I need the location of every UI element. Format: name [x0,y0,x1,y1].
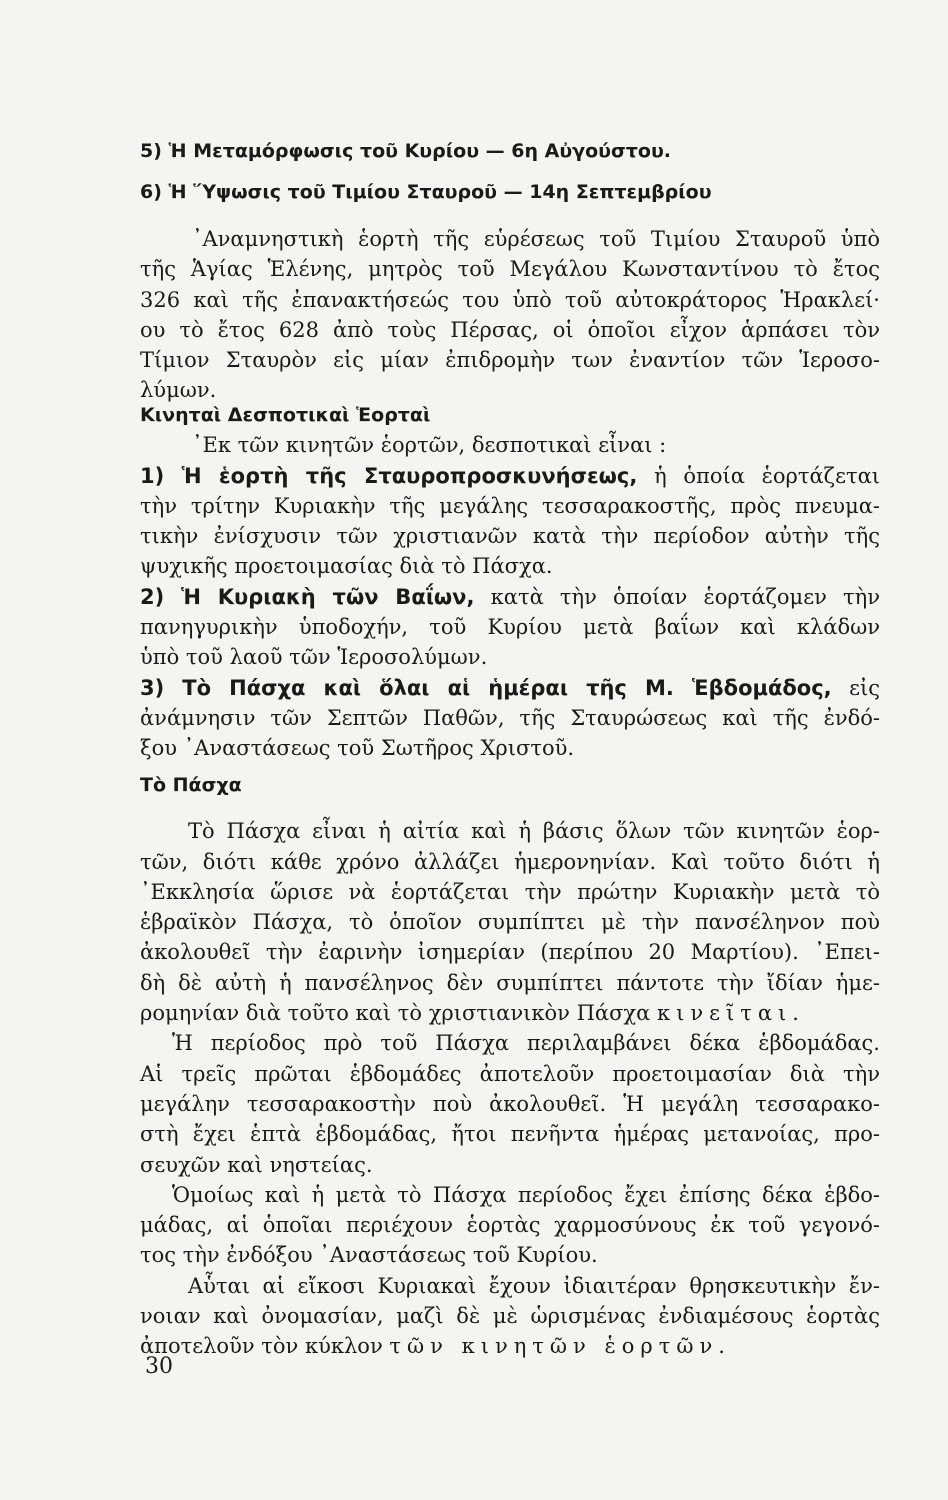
text-line: τικὴν ἐνίσχυσιν τῶν χριστιανῶν κατὰ τὴν περίοδον αὐτὴν τῆς [140,524,880,549]
heading-exaltation-cross: 6) Ἡ Ὕψωσις τοῦ Τιμίου Σταυροῦ — 14η Σεπτεμβρίου [140,181,712,203]
section-movable-feasts [140,400,880,764]
list-item-2: 2) Ἡ Κυριακὴ τῶν Βαΐων, κατὰ τὴν ὁποίαν ἑορτάζομεν τὴν [140,584,880,609]
section-title-movable-feasts: Κινηταὶ Δεσποτικαὶ Ἑορταὶ [140,404,431,426]
text-line: ἀνάμνησιν τῶν Σεπτῶν Παθῶν, τῆς Σταυρώσεως καὶ τῆς ἐνδό- [140,705,880,730]
text-line: τὴν τρίτην Κυριακὴν τῆς μεγάλης τεσσαρακοστῆς, πρὸς πνευμα- [140,493,880,518]
section-title-pascha: Τὸ Πάσχα [140,774,242,796]
list-item-lead: 1) Ἡ ἑορτὴ τῆς Σταυροπροσκυνήσεως, [140,463,638,488]
text-line: ὑπὸ τοῦ λαοῦ τῶν Ἱεροσολύμων. [140,645,488,670]
section-intro: ᾿Εκ τῶν κινητῶν ἑορτῶν, δεσποτικαὶ εἶναι : [192,433,667,458]
text-line: 326 καὶ τῆς ἐπανακτήσεώς του ὑπὸ τοῦ αὐτοκράτορος Ἡρακλεί· [140,287,880,312]
text-line: λύμων. [140,378,217,403]
text-line: Τίμιον Σταυρὸν εἰς μίαν ἐπιδρομὴν των ἐναντίον τῶν Ἱεροσο- [140,348,880,373]
heading-transfiguration: 5) Ἡ Μεταμόρφωσις τοῦ Κυρίου — 6η Αὐγούστου. [140,140,671,162]
text-line: δὴ δὲ αὐτὴ ἡ πανσέληνος δὲν συμπίπτει πάντοτε τὴν ἴδίαν ἡμε- [140,970,880,995]
text-line: πανηγυρικὴν ὑποδοχήν, τοῦ Κυρίου μετὰ βαΐων καὶ κλάδων [140,615,880,640]
page-number: 30 [145,1354,173,1379]
text-line: ψυχικῆς προετοιμασίας διὰ τὸ Πάσχα. [140,554,553,579]
text-line: Αἱ τρεῖς πρῶται ἑβδομάδες ἀποτελοῦν προετοιμασίαν διὰ τὴν [140,1061,880,1086]
text-line: τος τὴν ἐνδόξου ᾿Αναστάσεως τοῦ Κυρίου. [140,1243,598,1268]
emphasis-spaced: τῶν κινητῶν ἑορτῶν. [389,1334,731,1359]
text-line: μάδας, αἱ ὁποῖαι περιέχουν ἑορτὰς χαρμοσύνους ἐκ τοῦ γεγονό- [140,1213,880,1238]
text-line: ἀποτελοῦν τὸν κύκλον τῶν κινητῶν ἑορτῶν. [140,1334,731,1359]
text-line: Τὸ Πάσχα εἶναι ἡ αἰτία καὶ ἡ βάσις ὅλων τῶν κινητῶν ἑορ- [188,819,880,844]
text-line: τῆς Ἁγίας Ἑλένης, μητρὸς τοῦ Μεγάλου Κωνσταντίνου τὸ ἔτος [140,257,880,282]
list-item-lead: 3) Τὸ Πάσχα καὶ ὅλαι αἱ ἡμέραι τῆς Μ. Ἑβδομάδος, [140,675,832,700]
text-line: ξου ᾿Αναστάσεως τοῦ Σωτῆρος Χριστοῦ. [140,736,575,761]
list-item-3: 3) Τὸ Πάσχα καὶ ὅλαι αἱ ἡμέραι τῆς Μ. Ἑβδομάδος, εἰς [140,675,880,700]
text-line: ᾿Αναμνηστικὴ ἑορτὴ τῆς εὑρέσεως τοῦ Τιμίου Σταυροῦ ὑπὸ [192,227,880,251]
text-line: ου τὸ ἔτος 628 ἀπὸ τοὺς Πέρσας, οἱ ὁποῖοι εἶχον ἁρπάσει τὸν [140,317,880,342]
text-line: Αὗται αἱ εἴκοσι Κυριακαὶ ἔχουν ἰδιαιτέραν θρησκευτικὴν ἔν- [188,1273,880,1298]
list-item-lead: 2) Ἡ Κυριακὴ τῶν Βαΐων, [140,584,475,609]
text-line: μεγάλην τεσσαρακοστὴν ποὺ ἀκολουθεῖ. Ἡ μεγάλη τεσσαρακο- [140,1091,880,1116]
text-line: ἀκολουθεῖ τὴν ἐαρινὴν ἰσημερίαν (περίπου 20 Μαρτίου). ᾿Επει- [140,940,880,965]
text-line: ρομηνίαν διὰ τοῦτο καὶ τὸ χριστιανικὸν Πάσχα κινεῖται. [140,1001,805,1026]
text-line: νοιαν καὶ ὀνομασίαν, μαζὶ δὲ μὲ ὡρισμένας ἐνδιαμέσους ἑορτὰς [140,1304,880,1329]
paragraph-exaltation [140,224,880,406]
text-line: τῶν, διότι κάθε χρόνο ἀλλάζει ἡμερονηνίαν. Καὶ τοῦτο διότι ἡ [140,849,880,874]
text-line: σευχῶν καὶ νηστείας. [140,1152,373,1177]
list-item-1: 1) Ἡ ἑορτὴ τῆς Σταυροπροσκυνήσεως, ἡ ὁποία ἑορτάζεται [140,463,880,488]
text-line: ἑβραϊκὸν Πάσχα, τὸ ὁποῖον συμπίπτει μὲ τὴν πανσέληνον ποὺ [140,910,880,935]
text-line: Ὁμοίως καὶ ἡ μετὰ τὸ Πάσχα περίοδος ἔχει ἐπίσης δέκα ἑβδο- [172,1182,880,1207]
text-line: ᾿Εκκλησία ὥρισε νὰ ἑορτάζεται τὴν πρώτην Κυριακὴν μετὰ τὸ [140,879,880,904]
emphasis-spaced: κινεῖται. [657,1001,805,1026]
text-line: Ἡ περίοδος πρὸ τοῦ Πάσχα περιλαμβάνει δέκα ἑβδομάδας. [172,1031,880,1056]
section-pascha [140,770,880,1362]
text-line: στὴ ἔχει ἑπτὰ ἑβδομάδας, ἤτοι πενῆντα ἡμέρας μετανοίας, προ- [140,1122,880,1147]
